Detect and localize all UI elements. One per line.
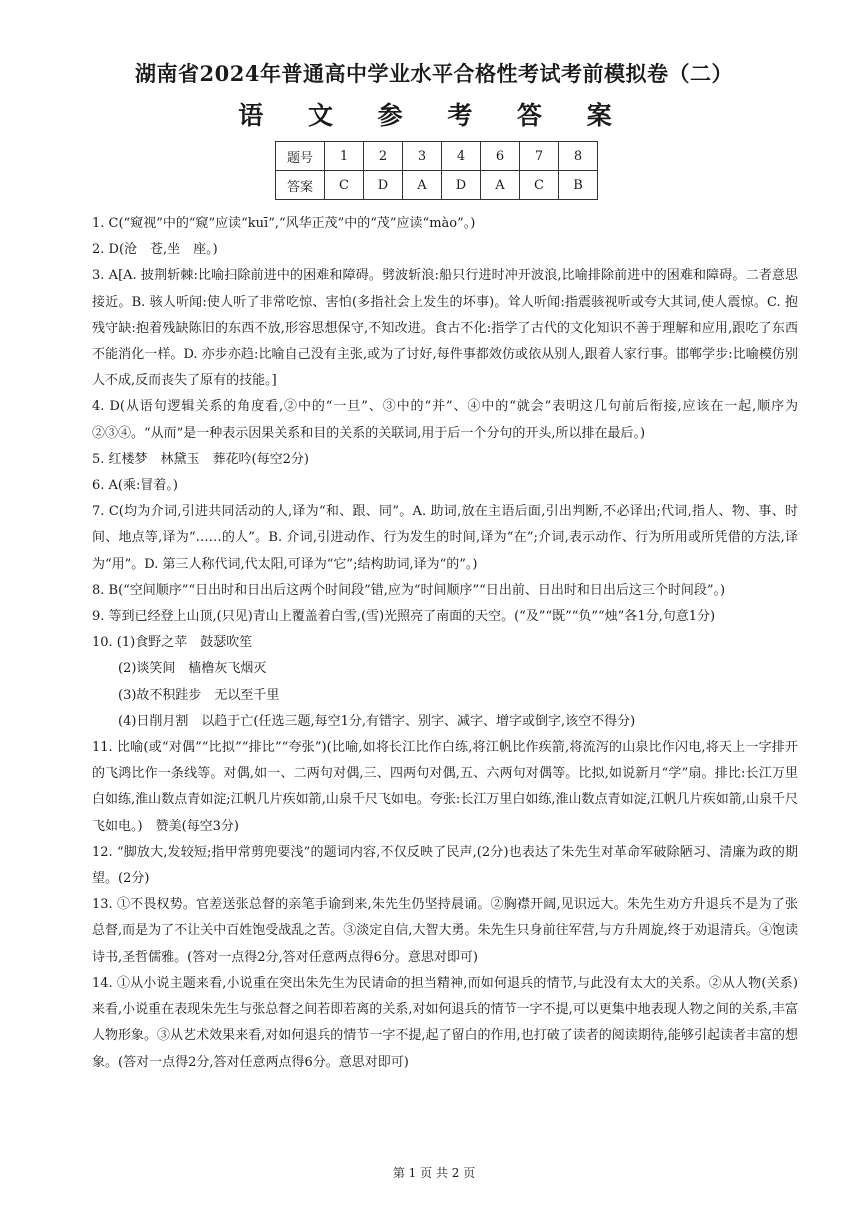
table-cell: C bbox=[325, 171, 364, 200]
table-cell: A bbox=[481, 171, 520, 200]
table-cell: 6 bbox=[481, 142, 520, 171]
answer-subitem: (4)日削月割 以趋于亡(任选三题,每空1分,有错字、别字、减字、增字或倒字,该空不得分) bbox=[118, 713, 636, 729]
table-row bbox=[276, 171, 598, 200]
answer-item: 2. D(沧 苍,坐 座。) bbox=[92, 242, 218, 258]
table-cell: 8 bbox=[559, 142, 598, 171]
answer-subitem: (2)谈笑间 樯橹灰飞烟灭 bbox=[118, 661, 267, 677]
document-subtitle: 语 文 参 考 答 案 bbox=[238, 101, 630, 130]
answer-item: 5. 红楼梦 林黛玉 葬花吟(每空2分) bbox=[92, 451, 309, 467]
table-cell: 答案 bbox=[276, 171, 325, 200]
answer-key-table bbox=[275, 141, 598, 200]
table-cell: C bbox=[520, 171, 559, 200]
answer-item: 7. C(均为介词,引进共同活动的人,译为“和、跟、同”。A. 助词,放在主语后面,引出判断,不必译出;代词,指人、物、事、时间、地点等,译为“……的人”。B. 介词,引进动作、行为发生的时间,译为“在”;介词,表示动作、行为所用或所凭借的方法,译为“用”。D. 第三人称代词,代太阳,可译为“它”;结构助词,译为“的”。) bbox=[92, 504, 798, 572]
table-cell: 题号 bbox=[276, 142, 325, 171]
table-cell: 1 bbox=[325, 142, 364, 171]
page-number: 第 1 页 共 2 页 bbox=[392, 1166, 476, 1180]
table-cell: B bbox=[559, 171, 598, 200]
table-cell: A bbox=[403, 171, 442, 200]
table-cell: 2 bbox=[364, 142, 403, 171]
answer-item: 3. A[A. 披荆斩棘:比喻扫除前进中的困难和障碍。劈波斩浪:船只行进时冲开波浪,比喻排除前进中的困难和障碍。二者意思接近。B. 骇人听闻:使人听了非常吃惊、害怕(多指社会上发生的坏事)。耸人听闻:指震骇视听或夸大其词,使人震惊。C. 抱残守缺:抱着残缺陈旧的东西不放,形容思想保守,不知改进。食古不化:指学了古代的文化知识不善于理解和应用,跟吃了东西不能消化一样。D. 亦步亦趋:比喻自己没有主张,或为了讨好,每件事都效仿或依从别人,跟着人家行事。邯郸学步:比喻模仿别人不成,反而丧失了原有的技能。] bbox=[92, 268, 798, 389]
answer-content bbox=[92, 211, 798, 1076]
table-cell: 3 bbox=[403, 142, 442, 171]
answer-item: 6. A(乘:冒着。) bbox=[92, 478, 178, 494]
answer-item: 10. (1)食野之苹 鼓瑟吹笙 bbox=[92, 635, 253, 651]
table-cell: 4 bbox=[442, 142, 481, 171]
answer-item: 8. B(“空间顺序”“日出时和日出后这两个时间段”错,应为“时间顺序”“日出前、日出时和日出后这三个时间段”。) bbox=[92, 582, 726, 598]
answer-item: 9. 等到已经登上山顶,(只见)青山上覆盖着白雪,(雪)光照亮了南面的天空。(“及”“既”“负”“烛”各1分,句意1分) bbox=[92, 609, 716, 625]
answer-item: 11. 比喻(或“对偶”“比拟”“排比”“夸张”)(比喻,如将长江比作白练,将江帆比作疾箭,将流泻的山泉比作闪电,将天上一字排开的飞鸿比作一条线等。对偶,如一、二两句对偶,三、四两句对偶,五、六两句对偶等。比拟,如说新月“学”扇。排比:长江万里白如练,淮山数点青如淀;江帆几片疾如箭,山泉千尺飞如电。夸张:长江万里白如练,淮山数点青如淀,江帆几片疾如箭,山泉千尺飞如电。) 赞美(每空3分) bbox=[92, 740, 798, 834]
answer-item: 12. “脚放大,发较短;指甲常剪兜要浅”的题词内容,不仅反映了民声,(2分)也表达了朱先生对革命军破除陋习、清廉为政的期望。(2分) bbox=[92, 844, 798, 887]
answer-item: 14. ①从小说主题来看,小说重在突出朱先生为民请命的担当精神,而如何退兵的情节,与此没有太大的关系。②从人物(关系)来看,小说重在表现朱先生与张总督之间若即若离的关系,对如何退兵的情节一字不提,可以更集中地表现人物之间的关系,丰富人物形象。③从艺术效果来看,对如何退兵的情节一字不提,起了留白的作用,也打破了读者的阅读期待,能够引起读者丰富的想象。(答对一点得2分,答对任意两点得6分。意思对即可) bbox=[92, 975, 798, 1070]
answer-subitem: (3)故不积跬步 无以至千里 bbox=[118, 687, 280, 703]
exam-title: 湖南省2024年普通高中学业水平合格性考试考前模拟卷（二） bbox=[135, 61, 733, 86]
table-cell: 7 bbox=[520, 142, 559, 171]
answer-item: 13. ①不畏权势。官差送张总督的亲笔手谕到来,朱先生仍坚持晨诵。②胸襟开阔,见识远大。朱先生劝方升退兵不是为了张总督,而是为了不让关中百姓饱受战乱之苦。③淡定自信,大智大勇。朱先生只身前往军营,与方升周旋,终于劝退清兵。④饱读诗书,圣哲儒雅。(答对一点得2分,答对任意两点得6分。意思对即可) bbox=[92, 897, 798, 965]
table-cell: D bbox=[364, 171, 403, 200]
answer-item: 4. D(从语句逻辑关系的角度看,②中的“一旦”、③中的“并”、④中的“就会”表明这几句前后衔接,应该在一起,顺序为②③④。“从而”是一种表示因果关系和目的关系的关联词,用于后一个分句的开头,所以排在最后。) bbox=[92, 399, 798, 441]
table-row bbox=[276, 142, 598, 171]
table-cell: D bbox=[442, 171, 481, 200]
answer-item: 1. C(“窥视”中的“窥”应读“kuī”,“风华正茂”中的“茂”应读“mào”。) bbox=[92, 216, 476, 231]
